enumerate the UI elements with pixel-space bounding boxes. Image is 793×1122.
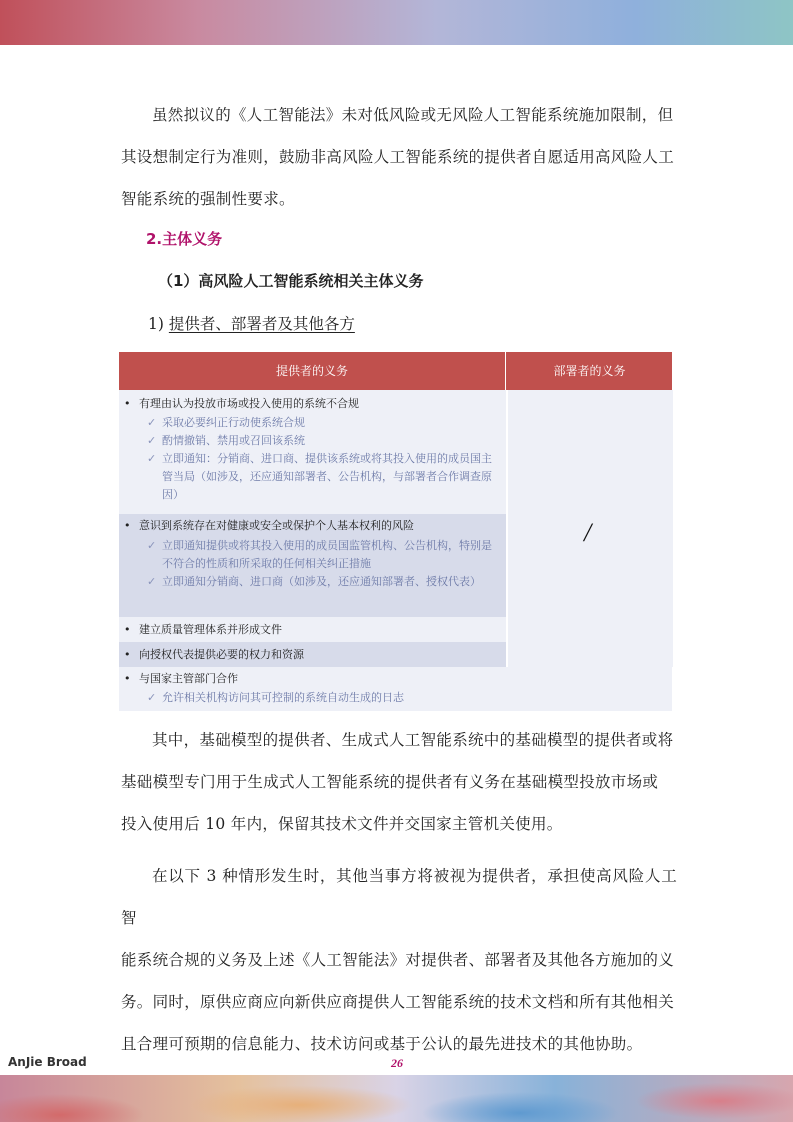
row-sub-item: ✓ 立即通知分销商、进口商（如涉及，还应通知部署者、授权代表） [147, 573, 499, 591]
checkmark-icon: ✓ [147, 539, 157, 552]
row-title: 有理由认为投放市场或投入使用的系统不合规 [139, 397, 359, 410]
row-sub-item: ✓ 立即通知提供或将其投入使用的成员国监管机构、公告机构，特别是不符合的性质和所采取的任何相关纠正措施 [147, 539, 492, 570]
para2-line-3: 投入使用后 10 年内，保留其技术文件并交国家主管机关使用。 [121, 815, 563, 833]
para2-line-2: 基础模型专门用于生成式人工智能系统的提供者有义务在基础模型投放市场或 [121, 773, 659, 791]
section-heading: 2.主体义务 [146, 230, 223, 248]
deployer-value: / [584, 518, 592, 547]
para3-line-4: 且合理可预期的信息能力、技术访问或基于公认的最先进技术的其他协助。 [121, 1035, 643, 1053]
paragraph-foundation-models [121, 719, 677, 845]
row-title: 意识到系统存在对健康或安全或保护个人基本权利的风险 [139, 519, 414, 532]
item-heading [148, 312, 355, 334]
checkmark-icon: ✓ [147, 434, 157, 447]
row-title: 向授权代表提供必要的权力和资源 [139, 648, 304, 661]
bullet-icon: • [124, 519, 131, 532]
para2-line-1: 其中，基础模型的提供者、生成式人工智能系统中的基础模型的提供者或将 [152, 731, 674, 749]
header-provider-obligations: 提供者的义务 [119, 352, 506, 390]
header-deployer-obligations: 部署者的义务 [553, 364, 626, 378]
table-header [119, 352, 672, 390]
item-heading-text: 提供者、部署者及其他各方 [168, 315, 355, 333]
intro-line-1: 虽然拟议的《人工智能法》未对低风险或无风险人工智能系统施加限制，但 [152, 106, 674, 124]
paragraph-other-parties [121, 855, 677, 1065]
footer-brand-logo: AnJie Broad [8, 1055, 87, 1069]
subsection-heading: （1）高风险人工智能系统相关主体义务 [158, 272, 424, 290]
bottom-decorative-painting [0, 1075, 793, 1122]
item-heading-prefix: 1) [148, 315, 164, 333]
bullet-icon: • [124, 623, 131, 636]
bullet-icon: • [124, 672, 131, 685]
page-number: 26 [391, 1056, 403, 1070]
top-decorative-banner [0, 0, 793, 45]
deployer-cell [507, 390, 673, 667]
bullet-icon: • [124, 648, 131, 661]
para3-line-2: 能系统合规的义务及上述《人工智能法》对提供者、部署者及其他各方施加的义 [121, 951, 675, 969]
row-sub-item: ✓ 酌情撤销、禁用或召回该系统 [147, 432, 499, 450]
checkmark-icon: ✓ [147, 452, 157, 465]
bullet-icon: • [124, 397, 131, 410]
row-sub-item: ✓ 允许相关机构访问其可控制的系统自动生成的日志 [147, 689, 499, 707]
intro-line-3: 智能系统的强制性要求。 [121, 190, 295, 208]
row-sub-item: ✓ 立即通知：分销商、进口商、提供该系统或将其投入使用的成员国主管当局（如涉及，还应通知部署者、公告机构，与部署者合作调查原因） [147, 452, 492, 501]
checkmark-icon: ✓ [147, 416, 157, 429]
row-sub-item: ✓ 采取必要纠正行动使系统合规 [147, 414, 499, 432]
row-title: 建立质量管理体系并形成文件 [139, 623, 282, 636]
para3-line-1: 在以下 3 种情形发生时，其他当事方将被视为提供者，承担使高风险人工智 [121, 867, 677, 927]
checkmark-icon: ✓ [147, 575, 157, 588]
row-title: 与国家主管部门合作 [139, 672, 238, 685]
intro-line-2: 其设想制定行为准则，鼓励非高风险人工智能系统的提供者自愿适用高风险人工 [121, 148, 675, 166]
checkmark-icon: ✓ [147, 691, 157, 704]
intro-paragraph [121, 94, 677, 220]
para3-line-3: 务。同时，原供应商应向新供应商提供人工智能系统的技术文档和所有其他相关 [121, 993, 675, 1011]
